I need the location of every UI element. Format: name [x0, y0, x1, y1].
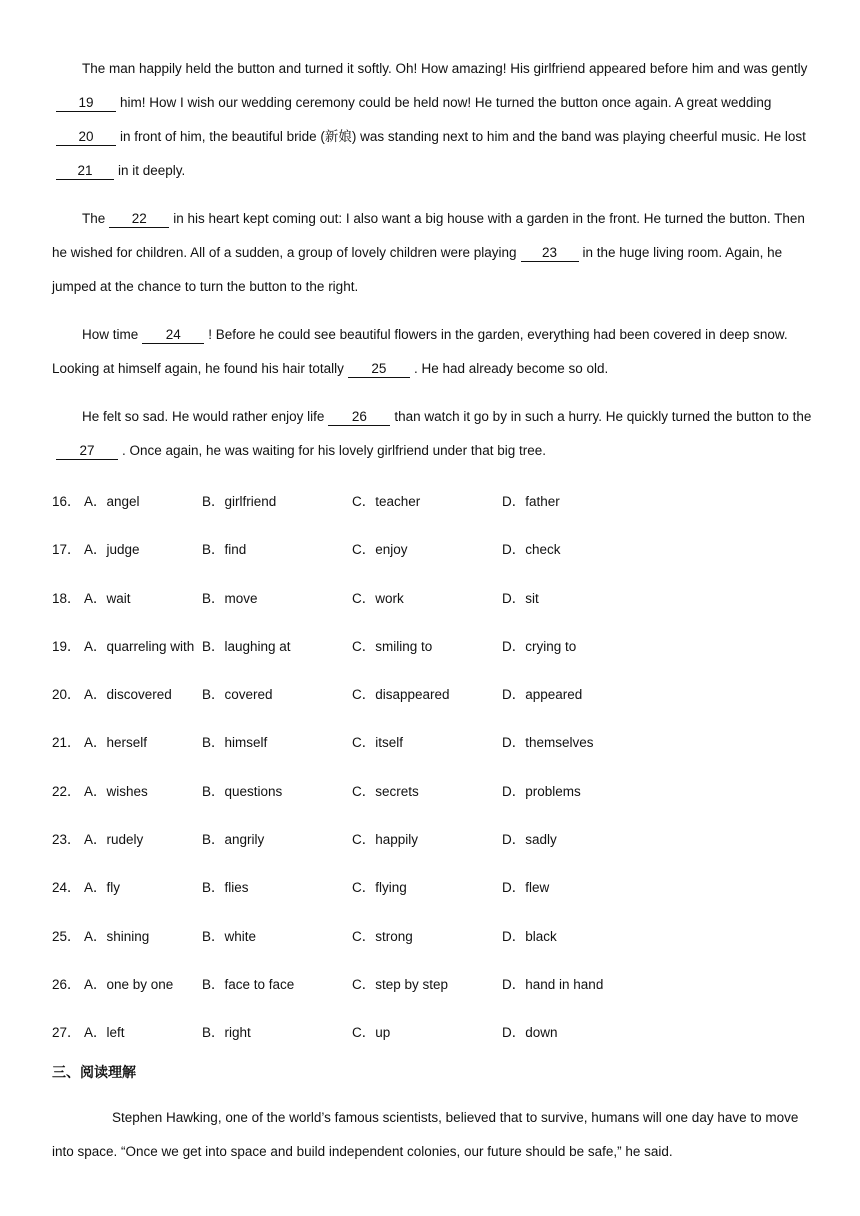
option-a: A．one by one — [84, 976, 174, 992]
option-d: D．check — [502, 542, 561, 558]
blank-21: 21 — [56, 162, 114, 180]
question-row — [52, 627, 812, 675]
option-c: C．itself — [352, 735, 404, 751]
option-d: D．themselves — [502, 735, 594, 751]
option-c: C．strong — [352, 928, 413, 944]
question-number: 22． — [52, 783, 81, 799]
question-number: 25． — [52, 928, 81, 944]
option-a: A．left — [84, 1025, 125, 1041]
option-a: A．herself — [84, 735, 148, 751]
options-list — [52, 482, 812, 1062]
option-c: C．smiling to — [352, 638, 433, 654]
option-c: C．step by step — [352, 976, 449, 992]
option-d: D．flew — [502, 880, 550, 896]
option-d: D．father — [502, 494, 560, 509]
question-number: 23． — [52, 832, 81, 848]
passage-text: in it deeply. — [118, 163, 186, 178]
question-row — [52, 579, 812, 627]
option-a: A．shining — [84, 928, 150, 944]
option-a: A．wait — [84, 590, 131, 606]
option-b: B．girlfriend — [202, 494, 277, 509]
passage-text: in his heart kept coming out: I also want a big house with a garden in the front. He turned the button. Then he wished for children. All of a sudden, a group of lovely children were playing — [52, 211, 805, 260]
option-b: B．angrily — [202, 832, 265, 848]
option-a: A．wishes — [84, 783, 148, 799]
option-d: D．problems — [502, 783, 581, 799]
passage-paragraph-1 — [52, 52, 812, 188]
option-b: B．covered — [202, 687, 273, 703]
option-b: B．face to face — [202, 976, 295, 992]
question-row — [52, 868, 812, 916]
passage-text: He felt so sad. He would rather enjoy life — [82, 409, 325, 424]
passage-text: him! How I wish our wedding ceremony could be held now! He turned the button once again. A great wedding — [120, 95, 772, 110]
question-row — [52, 530, 812, 578]
option-c: C．happily — [352, 832, 419, 848]
option-b: B．find — [202, 542, 247, 558]
question-number: 16． — [52, 494, 81, 509]
question-number: 26． — [52, 976, 81, 992]
option-d: D．hand in hand — [502, 976, 604, 992]
passage-text: The — [82, 211, 106, 226]
question-number: 18． — [52, 590, 81, 606]
passage-text: The man happily held the button and turned it softly. Oh! How amazing! His girlfriend appeared before him and was gently — [82, 61, 808, 76]
passage-paragraph-3 — [52, 318, 812, 386]
passage-text: in the huge living room. Again, he jumped at the chance to turn the button to the right. — [52, 245, 783, 294]
blank-20: 20 — [56, 128, 116, 146]
option-b: B．laughing at — [202, 638, 291, 654]
question-row — [52, 723, 812, 771]
question-row — [52, 675, 812, 723]
option-c: C．secrets — [352, 783, 419, 799]
option-d: D．sit — [502, 590, 539, 606]
question-number: 24． — [52, 880, 81, 896]
option-b: B．white — [202, 928, 257, 944]
passage-paragraph-2 — [52, 202, 812, 304]
passage-text: ! Before he could see beautiful flowers in the garden, everything had been covered in deep snow. Looking at himself again, he found his hair totally — [52, 327, 788, 376]
cloze-passage — [52, 52, 812, 482]
blank-24: 24 — [142, 326, 204, 344]
blank-23: 23 — [521, 244, 579, 262]
question-row — [52, 820, 812, 868]
passage-paragraph-4 — [52, 400, 812, 468]
option-d: D．black — [502, 928, 557, 944]
blank-27: 27 — [56, 442, 118, 460]
passage-text: than watch it go by in such a hurry. He quickly turned the button to the — [394, 409, 812, 424]
option-b: B．himself — [202, 735, 268, 751]
question-row — [52, 482, 812, 530]
option-d: D．sadly — [502, 832, 557, 848]
option-a: A．angel — [84, 494, 140, 509]
option-c: C．up — [352, 1025, 391, 1041]
passage-text: . He had already become so old. — [413, 361, 609, 376]
question-row — [52, 1013, 812, 1061]
question-number: 21． — [52, 735, 81, 751]
passage-text: in front of him, the beautiful bride (新娘) was standing next to him and the band was playing cheerful music. He lost — [120, 129, 806, 144]
option-c: C．flying — [352, 880, 407, 896]
section-title: 三、阅读理解 — [52, 1065, 136, 1081]
option-a: A．fly — [84, 880, 121, 896]
question-row — [52, 965, 812, 1013]
question-number: 17． — [52, 542, 81, 558]
option-b: B．flies — [202, 880, 249, 896]
option-d: D．down — [502, 1025, 558, 1041]
question-number: 20． — [52, 687, 81, 703]
option-d: D．crying to — [502, 638, 577, 654]
passage-text: . Once again, he was waiting for his lovely girlfriend under that big tree. — [122, 443, 546, 458]
option-a: A．discovered — [84, 687, 172, 703]
option-d: D．appeared — [502, 687, 583, 703]
reading-paragraph: Stephen Hawking, one of the world’s famous scientists, believed that to survive, humans will one day have to move into space. “Once we get into space and build independent colonies, our future should be safe,” he said. — [52, 1110, 799, 1159]
question-number: 27． — [52, 1025, 81, 1041]
option-c: C．teacher — [352, 494, 421, 509]
passage-text: How time — [82, 327, 139, 342]
option-a: A．judge — [84, 542, 140, 558]
blank-19: 19 — [56, 94, 116, 112]
question-row — [52, 917, 812, 965]
option-c: C．disappeared — [352, 687, 450, 703]
blank-26: 26 — [328, 408, 390, 426]
option-c: C．work — [352, 590, 404, 606]
option-a: A．rudely — [84, 832, 144, 848]
option-b: B．move — [202, 590, 258, 606]
option-b: B．questions — [202, 783, 283, 799]
blank-22: 22 — [109, 210, 169, 228]
question-row — [52, 772, 812, 820]
option-a: A．quarreling with — [84, 638, 195, 654]
question-number: 19． — [52, 638, 81, 654]
option-b: B．right — [202, 1025, 251, 1041]
option-c: C．enjoy — [352, 542, 408, 558]
blank-25: 25 — [348, 360, 410, 378]
